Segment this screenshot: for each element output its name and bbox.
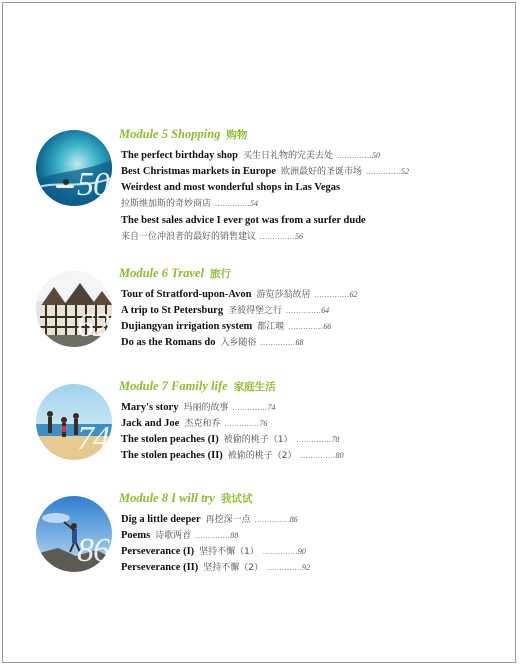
toc-page-number: 92 xyxy=(302,563,310,572)
toc-entry-continued[interactable]: 拉斯维加斯的奇妙商店 ..............54 xyxy=(121,199,259,209)
toc-entry-continued[interactable]: 来自一位冲浪者的最好的销售建议 ..............56 xyxy=(121,232,304,242)
module-7-title-cn: 家庭生活 xyxy=(233,381,276,393)
toc-entry[interactable]: Perseverance (I) 坚持不懈（1） ..............90 xyxy=(121,546,306,557)
module-6-title-en: Module 6 Travel xyxy=(119,266,204,280)
toc-entry[interactable]: Tour of Stratford-upon-Avon 游览莎翁故居 ..............62 xyxy=(121,289,358,300)
module-5-title-en: Module 5 Shopping xyxy=(119,127,221,141)
toc-entry[interactable]: The stolen peaches (II) 被偷的桃子（2） ..............80 xyxy=(121,450,344,461)
toc-page-number: 80 xyxy=(335,451,344,460)
module-8-page-number: 86 xyxy=(77,532,109,569)
toc-entry[interactable]: Mary's story 玛丽的故事 ..............74 xyxy=(121,402,276,413)
toc-entry[interactable]: Best Christmas markets in Europe 欧洲最好的圣诞市场 ..............52 xyxy=(121,166,409,177)
module-5-title-cn: 购物 xyxy=(226,129,248,141)
toc-page-number: 52 xyxy=(401,167,409,176)
toc-page-number: 74 xyxy=(267,403,276,412)
module-7-title-en: Module 7 Family life xyxy=(119,379,228,393)
toc-page-number: 62 xyxy=(349,290,358,299)
toc-entry[interactable]: The stolen peaches (I) 被偷的桃子（1） ..............78 xyxy=(121,434,340,445)
toc-entry[interactable]: Jack and Joe 杰克和乔 ..............76 xyxy=(121,418,268,429)
module-6-title xyxy=(119,266,231,281)
module-7-title xyxy=(119,379,276,394)
toc-page-number: 64 xyxy=(321,306,330,315)
toc-page-number: 90 xyxy=(297,547,306,556)
toc-entry[interactable]: Perseverance (II) 坚持不懈（2） ..............92 xyxy=(121,562,310,573)
module-6-page-number: 62 xyxy=(77,307,109,344)
toc-entry[interactable]: Dig a little deeper 再挖深一点 ..............86 xyxy=(121,514,298,525)
toc-page-number: 66 xyxy=(323,322,332,331)
module-8-title-en: Module 8 I will try xyxy=(119,491,215,505)
climber-sky-thumbnail xyxy=(36,496,112,572)
module-6-title-cn: 旅行 xyxy=(209,268,231,280)
toc-entry[interactable]: A trip to St Petersburg 圣彼得堡之行 ..............64 xyxy=(121,305,330,316)
toc-page-number: 54 xyxy=(250,199,259,208)
toc-entry[interactable]: Weirdest and most wonderful shops in Las Vegas xyxy=(121,182,341,193)
module-5-page-number: 50 xyxy=(77,166,109,203)
toc-page-number: 88 xyxy=(230,531,239,540)
surfer-wave-thumbnail xyxy=(36,130,112,206)
module-8-title-cn: 我试试 xyxy=(220,493,253,505)
toc-page-number: 76 xyxy=(259,419,268,428)
toc-entry[interactable]: The perfect birthday shop 买生日礼物的完美去处 ..............50 xyxy=(121,150,380,161)
toc-entry[interactable]: Dujiangyan irrigation system 都江堰 ..............66 xyxy=(121,321,332,332)
toc-entry[interactable]: The best sales advice I ever got was from a surfer dude xyxy=(121,215,366,226)
module-7-page-number: 74 xyxy=(77,420,109,457)
toc-entry[interactable]: Poems 诗歌两首 ..............88 xyxy=(121,530,239,541)
module-8-title xyxy=(119,491,252,506)
toc-page-number: 68 xyxy=(295,338,304,347)
family-beach-thumbnail xyxy=(36,384,112,460)
toc-page-number: 50 xyxy=(371,151,380,160)
toc-page-number: 78 xyxy=(331,435,340,444)
toc-page-number: 56 xyxy=(295,232,304,241)
tudor-houses-thumbnail xyxy=(36,271,112,347)
toc-page-number: 86 xyxy=(289,515,298,524)
toc-entry[interactable]: Do as the Romans do 入乡随俗 ..............68 xyxy=(121,337,304,348)
module-5-title xyxy=(119,127,247,142)
